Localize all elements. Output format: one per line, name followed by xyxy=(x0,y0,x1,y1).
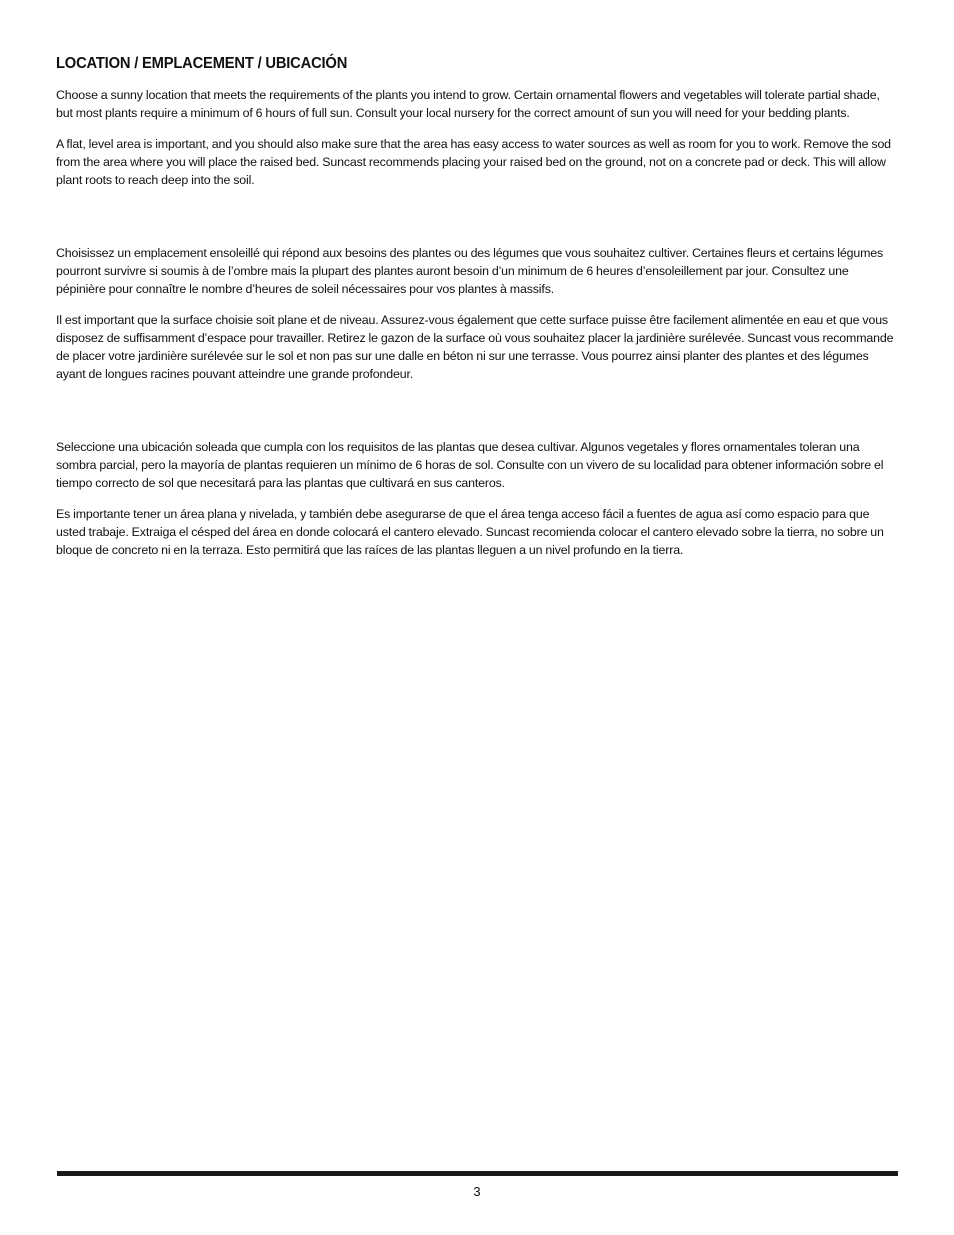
paragraph-french-area: Il est important que la surface choisie soit plane et de niveau. Assurez-vous également que cette surface puisse être facilement alimentée en eau et que vous disposez de suffisamment d’espace pour travailler. Retirez le gazon de la surface où vous souhaitez placer la jardinière surélevée. Suncast vous recommande de placer votre jardinière surélevée sur le sol et non pas sur une dalle en béton ni sur une terrasse. Vous pourrez ainsi planter des plantes et des légumes ayant de longues racines pouvant atteindre une grande profondeur. xyxy=(56,313,894,381)
paragraph-english-area: A flat, level area is important, and you should also make sure that the area has easy access to water sources as well as room for you to work. Remove the sod from the area where you will place the raised bed. Suncast recommends placing your raised bed on the ground, not on a concrete pad or deck. This will allow plant roots to reach deep into the soil. xyxy=(56,137,891,187)
page-content xyxy=(56,55,898,572)
paragraph-spanish-area: Es importante tener un área plana y nivelada, y también debe asegurarse de que el área tenga acceso fácil a fuentes de agua así como espacio para que usted trabaje. Extraiga el césped del área en donde colocará el cantero elevado. Suncast recomienda colocar el cantero elevado sobre la tierra, no sobre un bloque de concreto ni en la terraza. Esto permitirá que las raíces de las plantas lleguen a un nivel profundo en la tierra. xyxy=(56,507,884,557)
section-english xyxy=(56,86,898,189)
paragraph-english-location: Choose a sunny location that meets the requirements of the plants you intend to grow. Certain ornamental flowers and vegetables will tolerate partial shade, but most plants require a minimum of 6 hours of full sun. Consult your local nursery for the correct amount of sun you will need for your bedding plants. xyxy=(56,88,880,120)
section-spanish xyxy=(56,438,898,559)
footer-divider xyxy=(57,1171,898,1176)
paragraph-spanish-location: Seleccione una ubicación soleada que cumpla con los requisitos de las plantas que desea cultivar. Algunos vegetales y flores ornamentales toleran una sombra parcial, pero la mayoría de plantas requieren un mínimo de 6 horas de sol. Consulte con un vivero de su localidad para obtener información sobre el tiempo correcto de sol que necesitará para las plantas que cultivará en sus canteros. xyxy=(56,440,884,490)
page-number: 3 xyxy=(473,1184,481,1199)
paragraph-french-location: Choisissez un emplacement ensoleillé qui répond aux besoins des plantes ou des légumes que vous souhaitez cultiver. Certaines fleurs et certains légumes pourront survivre si soumis à de l’ombre mais la plupart des plantes auront besoin d’un minimum de 6 heures d’ensoleillement par jour. Consultez une pépinière pour connaître le nombre d’heures de soleil nécessaires pour vos plantes à massifs. xyxy=(56,246,884,296)
section-french xyxy=(56,244,898,383)
page-heading: LOCATION / EMPLACEMENT / UBICACIÓN xyxy=(56,55,348,72)
